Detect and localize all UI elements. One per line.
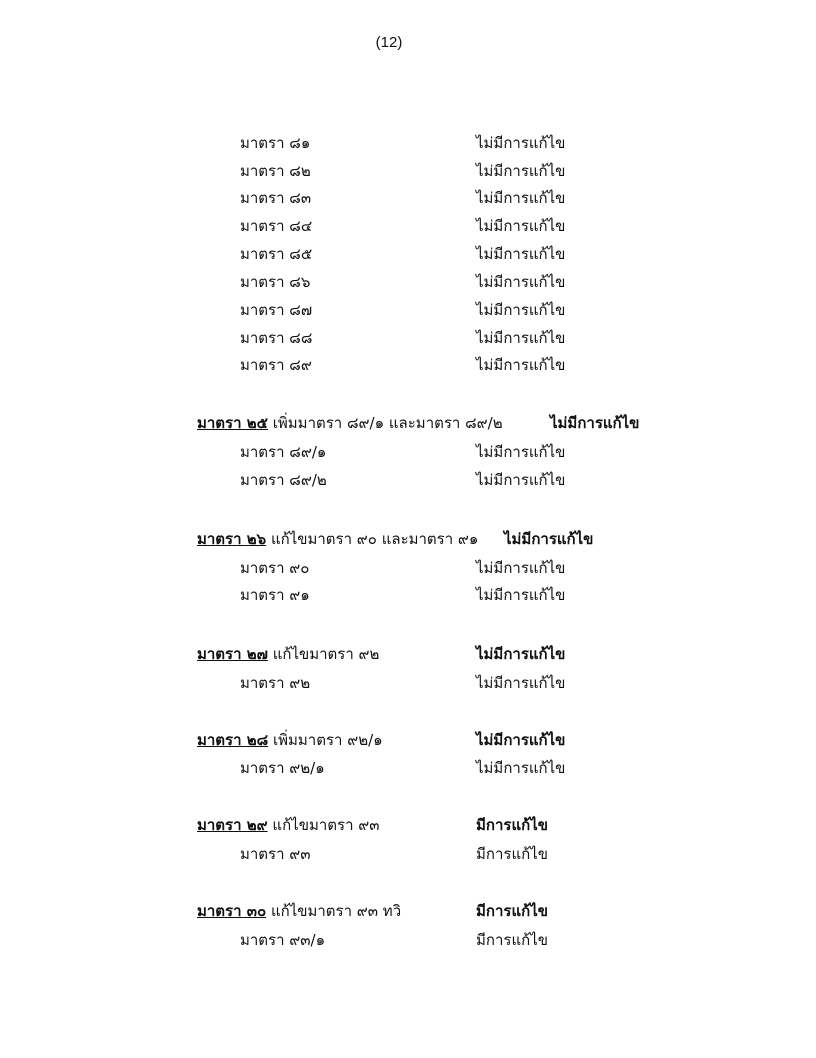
section-label: มาตรา ๘๙/๒ — [240, 471, 327, 489]
list-item — [0, 185, 816, 211]
amendment-status: มีการแก้ไข — [476, 845, 548, 863]
section-heading — [0, 410, 816, 436]
amendment-status: ไม่มีการแก้ไข — [504, 530, 594, 548]
amendment-status: ไม่มีการแก้ไข — [476, 731, 566, 749]
list-item — [0, 439, 816, 465]
amendment-status: ไม่มีการแก้ไข — [476, 273, 566, 291]
list-item — [0, 467, 816, 493]
section-heading-text — [197, 898, 401, 924]
list-item — [0, 927, 816, 953]
amendment-status: ไม่มีการแก้ไข — [476, 559, 566, 577]
section-heading — [0, 812, 816, 838]
amendment-status: ไม่มีการแก้ไข — [476, 645, 566, 663]
amendment-status: ไม่มีการแก้ไข — [476, 586, 566, 604]
section-label: มาตรา ๘๘ — [240, 329, 313, 347]
section-label: มาตรา ๘๖ — [240, 273, 311, 291]
amendment-status: ไม่มีการแก้ไข — [476, 471, 566, 489]
list-item — [0, 158, 816, 184]
list-item — [0, 241, 816, 267]
section-description: เพิ่มมาตรา ๘๙/๑ และมาตรา ๘๙/๒ — [272, 414, 503, 432]
amendment-status: ไม่มีการแก้ไข — [476, 217, 566, 235]
section-number: มาตรา ๒๖ — [197, 530, 267, 548]
section-label: มาตรา ๙๓ — [240, 845, 311, 863]
section-heading — [0, 898, 816, 924]
section-number: มาตรา ๓๐ — [197, 902, 267, 920]
amendment-status: มีการแก้ไข — [476, 931, 548, 949]
amendment-status: มีการแก้ไข — [476, 816, 548, 834]
amendment-status: ไม่มีการแก้ไข — [476, 356, 566, 374]
section-label: มาตรา ๘๙ — [240, 356, 312, 374]
list-item — [0, 352, 816, 378]
section-number: มาตรา ๒๘ — [197, 731, 269, 749]
amendment-status: ไม่มีการแก้ไข — [476, 189, 566, 207]
section-label: มาตรา ๙๐ — [240, 559, 310, 577]
section-label: มาตรา ๙๑ — [240, 586, 310, 604]
amendment-status: ไม่มีการแก้ไข — [476, 245, 566, 263]
list-item — [0, 755, 816, 781]
amendment-status: ไม่มีการแก้ไข — [550, 414, 640, 432]
amendment-status: มีการแก้ไข — [476, 902, 548, 920]
list-item — [0, 269, 816, 295]
section-heading-text — [197, 526, 478, 552]
amendment-status: ไม่มีการแก้ไข — [476, 162, 566, 180]
amendment-status: ไม่มีการแก้ไข — [476, 674, 566, 692]
amendment-status: ไม่มีการแก้ไข — [476, 329, 566, 347]
section-label: มาตรา ๙๒/๑ — [240, 759, 325, 777]
section-number: มาตรา ๒๕ — [197, 414, 268, 432]
section-description: แก้ไขมาตรา ๙๒ — [272, 645, 380, 663]
list-item — [0, 213, 816, 239]
section-heading-text — [197, 410, 503, 436]
list-item — [0, 555, 816, 581]
section-label: มาตรา ๘๑ — [240, 134, 311, 152]
list-item — [0, 297, 816, 323]
section-label: มาตรา ๘๗ — [240, 301, 313, 319]
list-item — [0, 325, 816, 351]
list-item — [0, 670, 816, 696]
section-heading-text — [197, 812, 380, 838]
section-heading-text — [197, 727, 383, 753]
section-heading — [0, 641, 816, 667]
amendment-status: ไม่มีการแก้ไข — [476, 759, 566, 777]
page-number: (12) — [375, 34, 403, 51]
section-label: มาตรา ๘๔ — [240, 217, 313, 235]
list-item — [0, 130, 816, 156]
list-item — [0, 582, 816, 608]
section-label: มาตรา ๘๓ — [240, 189, 312, 207]
section-label: มาตรา ๘๒ — [240, 162, 311, 180]
section-label: มาตรา ๙๓/๑ — [240, 931, 326, 949]
section-label: มาตรา ๙๒ — [240, 674, 311, 692]
section-number: มาตรา ๒๙ — [197, 816, 268, 834]
section-label: มาตรา ๘๕ — [240, 245, 313, 263]
amendment-status: ไม่มีการแก้ไข — [476, 443, 566, 461]
section-description: แก้ไขมาตรา ๙๐ และมาตรา ๙๑ — [270, 530, 479, 548]
amendment-status: ไม่มีการแก้ไข — [476, 134, 566, 152]
amendment-status: ไม่มีการแก้ไข — [476, 301, 566, 319]
section-heading — [0, 727, 816, 753]
section-description: แก้ไขมาตรา ๙๓ — [272, 816, 380, 834]
section-heading-text — [197, 641, 379, 667]
section-description: เพิ่มมาตรา ๙๒/๑ — [273, 731, 383, 749]
list-item — [0, 841, 816, 867]
section-description: แก้ไขมาตรา ๙๓ ทวิ — [270, 902, 402, 920]
section-heading — [0, 526, 816, 552]
section-label: มาตรา ๘๙/๑ — [240, 443, 327, 461]
section-number: มาตรา ๒๗ — [197, 645, 268, 663]
